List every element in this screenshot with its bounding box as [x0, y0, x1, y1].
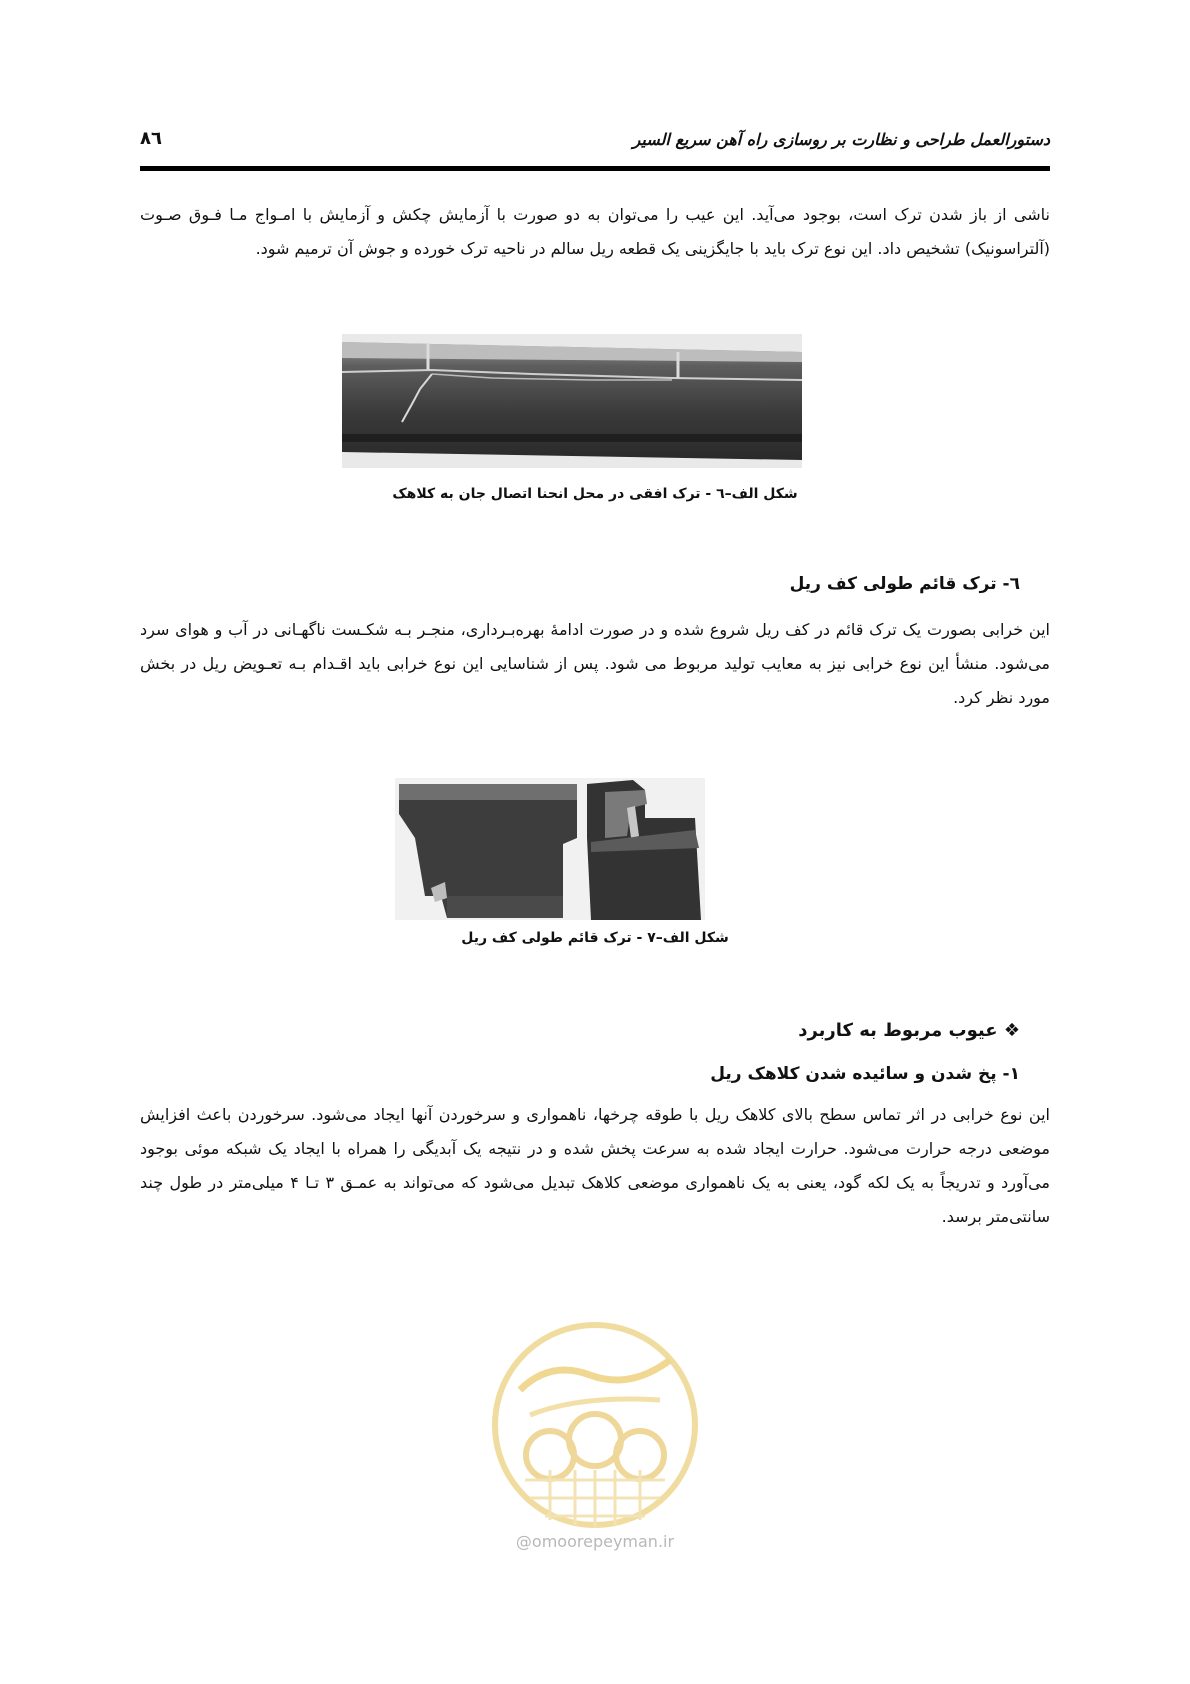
figure6-caption: شکل الف–٦ - ترک افقی در محل انحنا اتصال جان به کلاهک: [392, 486, 798, 502]
usage-heading: [140, 1020, 1020, 1041]
usage-heading-text: عیوب مربوط به کاربرد: [798, 1020, 998, 1041]
page-header: [140, 118, 1050, 152]
rail-vertical-base-crack-photo: [395, 778, 705, 920]
watermark-logo: [490, 1320, 700, 1540]
bullet-icon: ❖: [1003, 1020, 1020, 1041]
section6-paragraph: این خرابی بصورت یک ترک قائم در کف ریل شروع شده و در صورت ادامهٔ بهره‌بـرداری، منجـر بـه شکـست ناگهـانی در آب و هوای سرد می‌شود. منشأ این نوع خرابی نیز به معایب تولید مربوط می شود. پس از شناسایی این نوع خرابی باید اقـدام بـه تعـویض ریل در بخش مورد نظر کرد.: [140, 620, 1050, 707]
running-title: دستورالعمل طراحی و نظارت بر روسازی راه آهن سریع السیر: [632, 130, 1050, 149]
page-number: ۸٦: [140, 128, 162, 149]
subsection1-paragraph: این نوع خرابی در اثر تماس سطح بالای کلاهک ریل با طوقه چرخها، ناهمواری و سرخوردن آنها ایجاد می‌شود. سرخوردن باعث افزایش موضعی درجه حرارت می‌شود. حرارت ایجاد شده به سرعت پخش شده و در نتیجه یک آبدیگی را همراه با ایجاد یک شبکه موئی بوجود می‌آورد و تدریجاً به یک لکه گود، یعنی به یک ناهمواری موضعی کلاهک تبدیل می‌شود که می‌تواند به عمـق ۳ تـا ۴ میلی‌متر در طول چند سانتی‌متر برسد.: [140, 1105, 1050, 1226]
header-rule: [140, 166, 1050, 171]
subsection1-heading: ۱- پخ شدن و سائیده شدن کلاهک ریل: [710, 1064, 1020, 1084]
rail-horizontal-crack-photo: [342, 334, 802, 468]
intro-paragraph: ناشی از باز شدن ترک است، بوجود می‌آید. این عیب را می‌توان به دو صورت با آزمایش چکش و آزمایش با امـواج مـا فـوق صـوت (آلتراسونیک) تشخیص داد. این نوع ترک باید با جایگزینی یک قطعه ریل سالم در ناحیه ترک خورده و جوش آن ترمیم شود.: [140, 205, 1050, 258]
section6-heading: ٦- ترک قائم طولی کف ریل: [789, 574, 1020, 594]
figure7-caption: شکل الف–۷ - ترک قائم طولی کف ریل: [461, 930, 729, 946]
watermark-url: @omoorepeyman.ir: [515, 1532, 675, 1551]
